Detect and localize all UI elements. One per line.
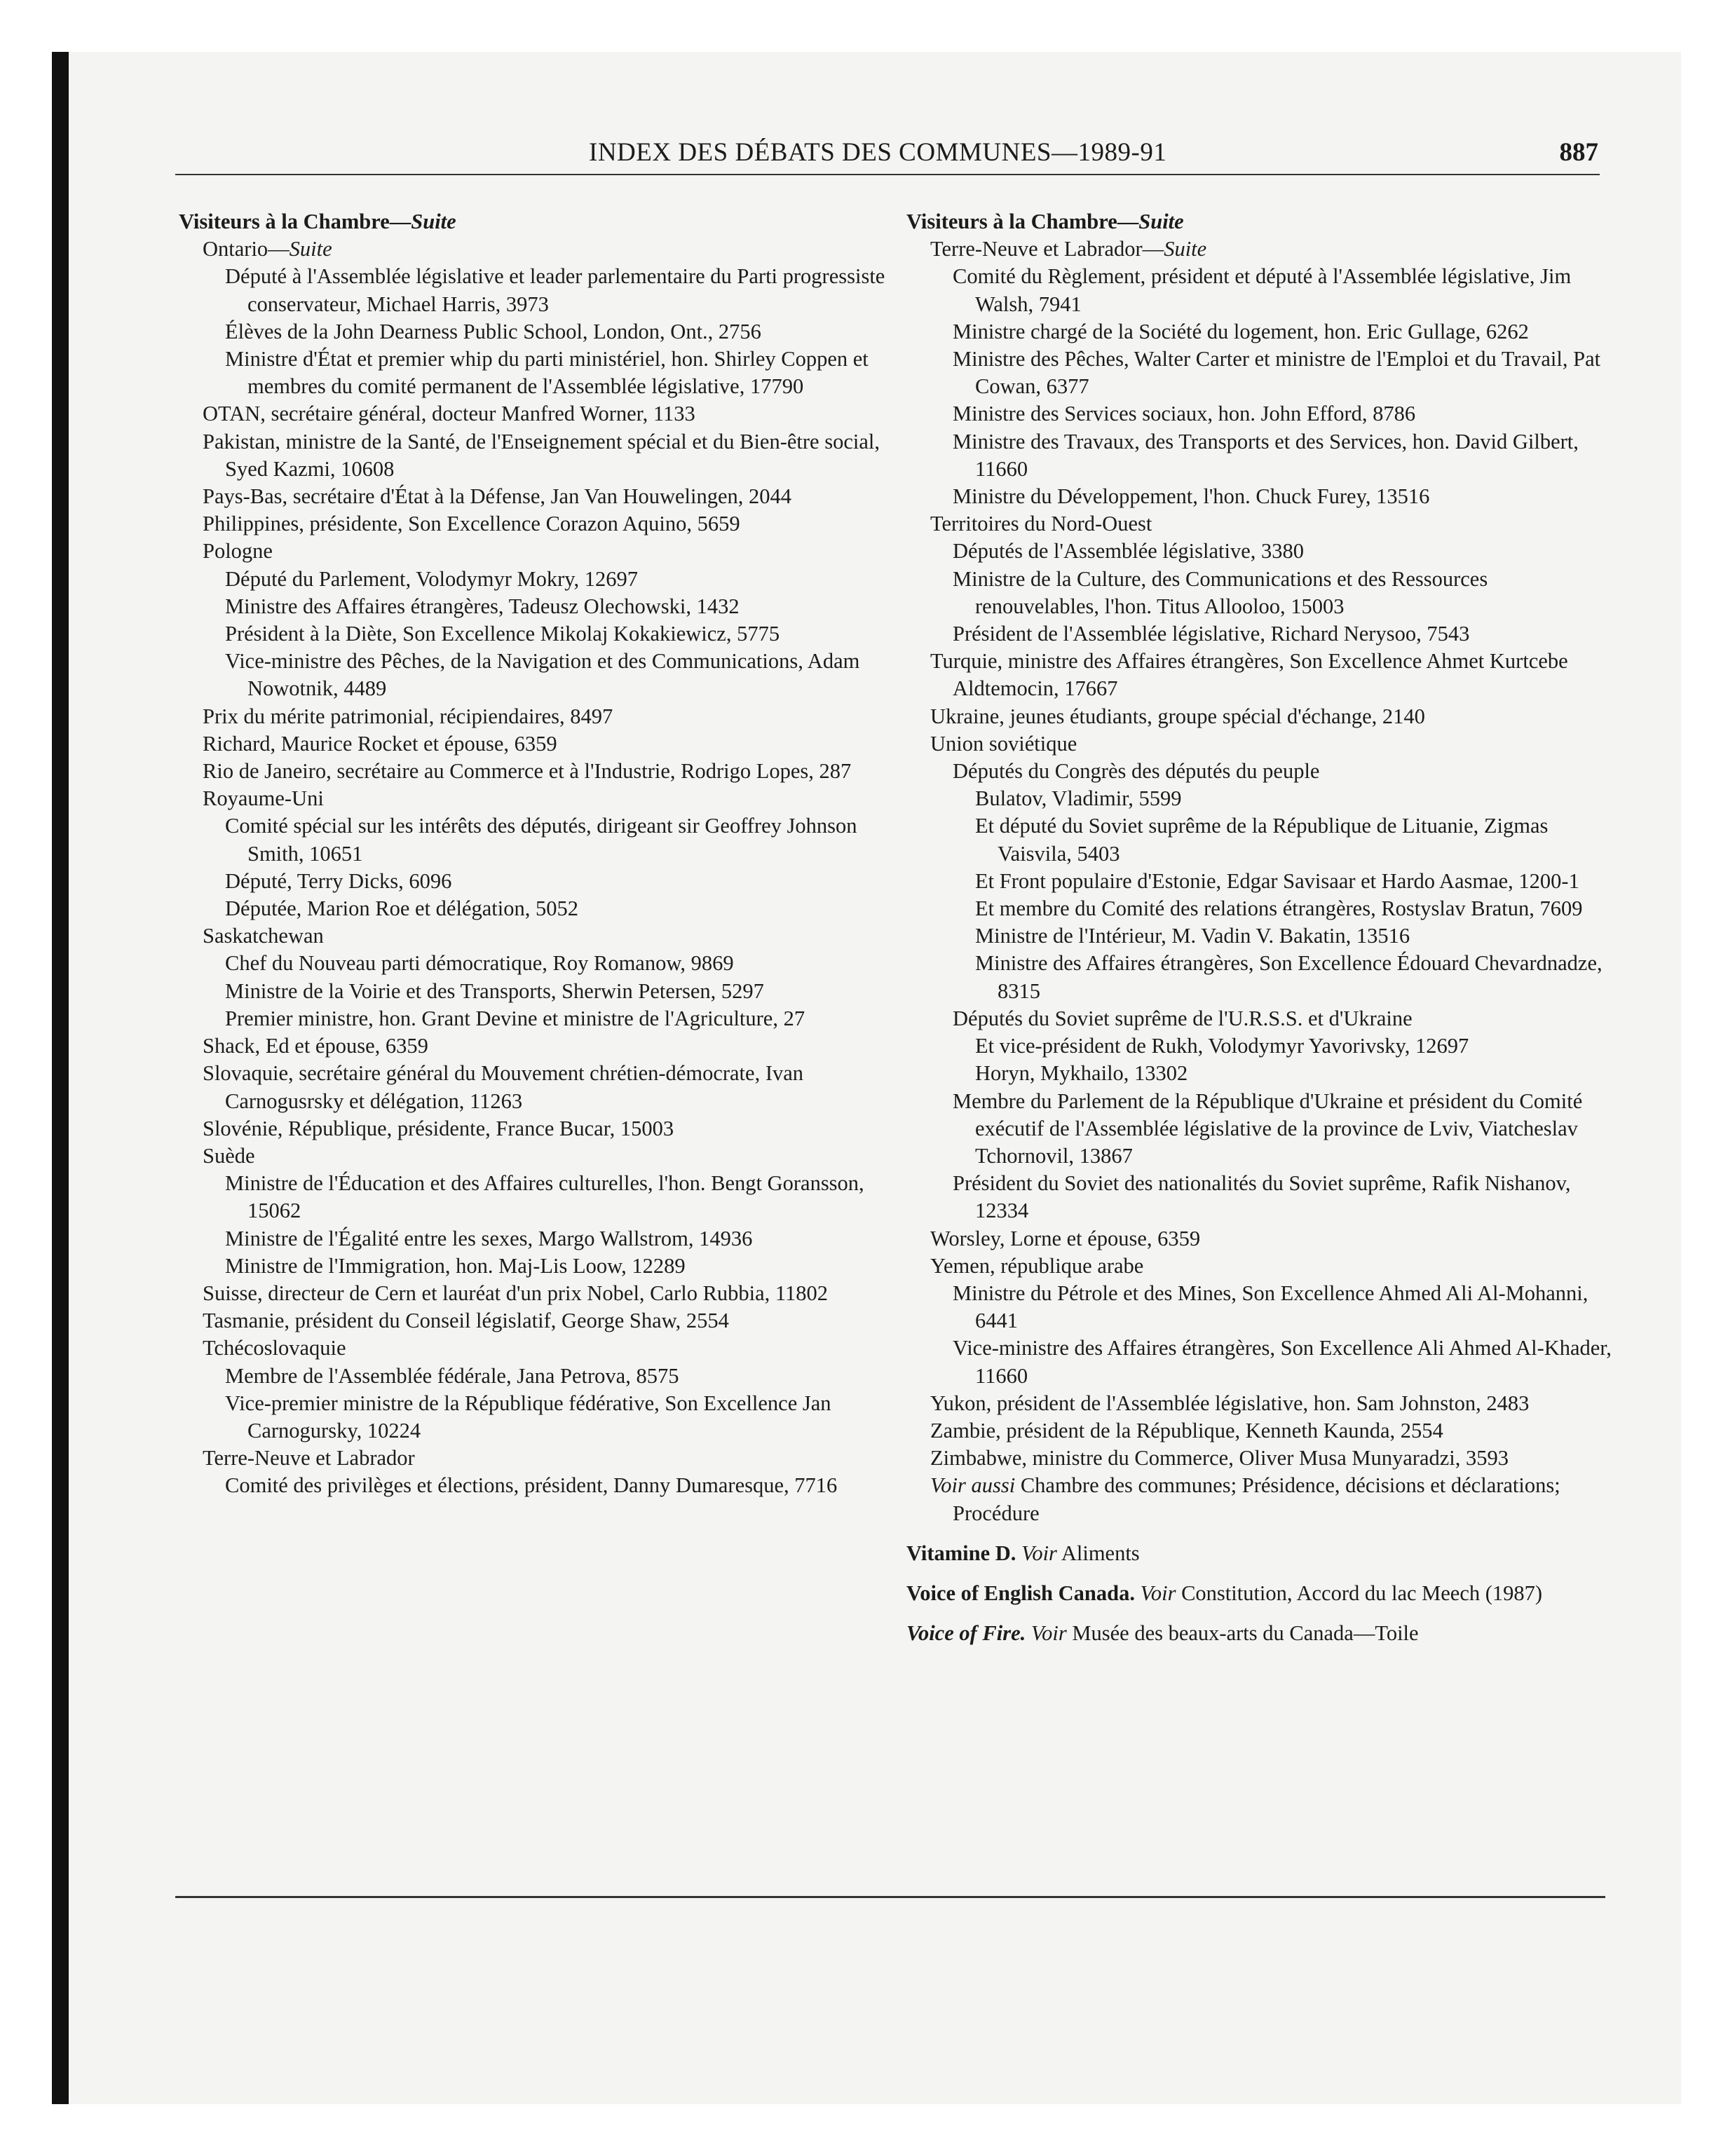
entry-text: Députés de l'Assemblée législative, 3380 [953, 539, 1305, 564]
index-entry [179, 318, 887, 346]
index-entry [179, 428, 887, 483]
index-entry [906, 1445, 1614, 1472]
index-entry [906, 236, 1614, 263]
index-entry [906, 812, 1614, 867]
entry-text: Président de l'Assemblée législative, Richard Nerysoo, 7543 [953, 622, 1470, 646]
right-column [906, 208, 1614, 1647]
index-entry [906, 483, 1614, 510]
index-entry [179, 922, 887, 950]
entry-text: Aliments [1056, 1541, 1140, 1565]
footer-rule [175, 1896, 1605, 1898]
index-entry [906, 1390, 1614, 1417]
entry-text: Membre du Parlement de la République d'Ukraine et président du Comité exécutif de l'Assemblée législative de la province de Lviv, Viatcheslav Tchornovil, 13867 [953, 1089, 1583, 1168]
index-entry [179, 703, 887, 730]
entry-text: Richard, Maurice Rocket et épouse, 6359 [203, 731, 557, 756]
index-entry [179, 950, 887, 977]
entry-text: Rio de Janeiro, secrétaire au Commerce et à l'Industrie, Rodrigo Lopes, 287 [203, 759, 852, 784]
entry-text: Députés du Soviet suprême de l'U.R.S.S. et d'Ukraine [953, 1006, 1413, 1030]
entry-text: OTAN, secrétaire général, docteur Manfred Worner, 1133 [203, 402, 695, 426]
index-entry [179, 510, 887, 538]
index-entry [906, 758, 1614, 785]
entry-text: Ministre de l'Intérieur, M. Vadin V. Bakatin, 13516 [975, 924, 1410, 948]
entry-text: Tchécoslovaquie [203, 1336, 346, 1360]
entry-text: Ministre de l'Éducation et des Affaires culturelles, l'hon. Bengt Goransson, 15062 [225, 1171, 864, 1223]
index-entry [906, 703, 1614, 730]
index-entry [179, 1253, 887, 1280]
entry-text: Et vice-président de Rukh, Volodymyr Yavorivsky, 12697 [975, 1034, 1469, 1058]
entry-text: Ministre de la Voirie et des Transports, Sherwin Petersen, 5297 [225, 978, 764, 1003]
entry-heading-suite: Suite [1138, 210, 1184, 233]
index-entry [906, 208, 1614, 236]
entry-heading: Vitamine D. [906, 1541, 1016, 1565]
page-number: 887 [1559, 138, 1598, 167]
scan-border [52, 52, 69, 2104]
left-column [179, 208, 887, 1500]
entry-text: Bulatov, Vladimir, 5599 [975, 786, 1182, 811]
entry-text: Ukraine, jeunes étudiants, groupe spécial d'échange, 2140 [930, 704, 1425, 728]
index-entry [906, 648, 1614, 702]
entry-text: Ministre des Affaires étrangères, Tadeusz Olechowski, 1432 [225, 594, 740, 618]
index-entry [179, 758, 887, 785]
entry-text: Ministre des Pêches, Walter Carter et ministre de l'Emploi et du Travail, Pat Cowan, 6377 [953, 347, 1601, 399]
entry-text: Ministre chargé de la Société du logement, hon. Eric Gullage, 6262 [953, 319, 1529, 343]
entry-text: Slovaquie, secrétaire général du Mouvement chrétien-démocrate, Ivan Carnogusrsky et délégation, 11263 [203, 1061, 804, 1113]
index-entry [906, 1580, 1614, 1607]
index-entry [906, 346, 1614, 400]
entry-heading-suite: Suite [411, 210, 456, 233]
entry-text: Yemen, république arabe [930, 1253, 1144, 1278]
entry-text: Shack, Ed et épouse, 6359 [203, 1034, 428, 1058]
index-entry [179, 400, 887, 428]
entry-text: Députée, Marion Roe et délégation, 5052 [225, 896, 578, 921]
entry-text: Et membre du Comité des relations étrangères, Rostyslav Bratun, 7609 [975, 896, 1583, 921]
entry-text: Et Front populaire d'Estonie, Edgar Savisaar et Hardo Aasmae, 1200-1 [975, 868, 1579, 893]
index-entry [906, 1417, 1614, 1445]
entry-text: Président à la Diète, Son Excellence Mikolaj Kokakiewicz, 5775 [225, 622, 780, 646]
index-entry [906, 922, 1614, 950]
index-entry [906, 1620, 1614, 1647]
entry-text: Membre de l'Assemblée fédérale, Jana Petrova, 8575 [225, 1363, 679, 1388]
entry-text: Ministre des Services sociaux, hon. John Efford, 8786 [953, 402, 1416, 426]
index-entry [906, 1060, 1614, 1087]
entry-text: Tasmanie, président du Conseil législatif, George Shaw, 2554 [203, 1309, 729, 1333]
entry-text: Ministre des Affaires étrangères, Son Excellence Édouard Chevardnadze, 8315 [975, 951, 1603, 1003]
index-entry [179, 263, 887, 318]
index-entry [906, 1253, 1614, 1280]
index-entry [906, 1335, 1614, 1389]
entry-heading-title: Voice of Fire. [906, 1621, 1026, 1646]
index-entry [179, 566, 887, 593]
entry-text: Premier ministre, hon. Grant Devine et ministre de l'Agriculture, 27 [225, 1006, 805, 1030]
entry-text: Chef du Nouveau parti démocratique, Roy Romanow, 9869 [225, 951, 734, 976]
index-entry [906, 263, 1614, 318]
entry-text: Ontario— [203, 237, 290, 261]
entry-suite: Suite [289, 237, 332, 261]
index-entry [179, 1472, 887, 1499]
index-entry [179, 1445, 887, 1472]
entry-text: Ministre de la Culture, des Communications et des Ressources renouvelables, l'hon. Titus Allooloo, 15003 [953, 566, 1488, 618]
index-entry [906, 785, 1614, 812]
entry-text: Turquie, ministre des Affaires étrangères, Son Excellence Ahmet Kurtcebe Aldtemocin, 17667 [930, 649, 1568, 701]
entry-text: Zimbabwe, ministre du Commerce, Oliver Musa Munyaradzi, 3593 [930, 1446, 1509, 1471]
index-entry [179, 730, 887, 758]
entry-text: Zambie, président de la République, Kenneth Kaunda, 2554 [930, 1418, 1443, 1442]
entry-text: Ministre des Travaux, des Transports et des Services, hon. David Gilbert, 11660 [953, 429, 1579, 481]
index-entry [179, 1115, 887, 1142]
entry-heading: Voice of English Canada. [906, 1581, 1135, 1605]
index-entry [906, 538, 1614, 565]
entry-text: Députés du Congrès des députés du peuple [953, 759, 1320, 784]
index-entry [906, 400, 1614, 428]
index-entry [179, 346, 887, 400]
page-title: INDEX DES DÉBATS DES COMMUNES—1989-91 [589, 138, 1167, 167]
cross-reference-voir: Voir [1030, 1621, 1067, 1646]
index-entry [906, 1170, 1614, 1224]
index-entry [906, 730, 1614, 758]
index-entry [179, 1307, 887, 1335]
entry-text: Constitution, Accord du lac Meech (1987) [1176, 1581, 1543, 1605]
entry-text: Terre-Neuve et Labrador— [930, 237, 1164, 261]
entry-text: Union soviétique [930, 731, 1077, 756]
entry-text: Yukon, président de l'Assemblée législative, hon. Sam Johnston, 2483 [930, 1391, 1530, 1415]
index-entry [906, 510, 1614, 538]
index-entry [906, 1225, 1614, 1253]
index-entry [179, 1225, 887, 1253]
entry-text: Worsley, Lorne et épouse, 6359 [930, 1226, 1201, 1250]
entry-text: Suède [203, 1143, 255, 1168]
index-entry [906, 1280, 1614, 1335]
entry-suite: Suite [1164, 237, 1207, 261]
index-entry [179, 236, 887, 263]
entry-text: Élèves de la John Dearness Public School, London, Ont., 2756 [225, 319, 761, 343]
entry-text: Député du Parlement, Volodymyr Mokry, 12697 [225, 566, 639, 591]
index-entry [906, 428, 1614, 483]
index-entry [179, 895, 887, 922]
index-entry [906, 868, 1614, 895]
index-entry [179, 538, 887, 565]
entry-text: Pakistan, ministre de la Santé, de l'Enseignement spécial et du Bien-être social, Syed Kazmi, 10608 [203, 429, 880, 481]
index-entry [179, 1390, 887, 1445]
entry-text: Vice-ministre des Affaires étrangères, Son Excellence Ali Ahmed Al-Khader, 11660 [953, 1336, 1612, 1388]
entry-text: Ministre du Pétrole et des Mines, Son Excellence Ahmed Ali Al-Mohanni, 6441 [953, 1281, 1588, 1333]
entry-text: Président du Soviet des nationalités du Soviet suprême, Rafik Nishanov, 12334 [953, 1171, 1571, 1223]
entry-text: Comité des privilèges et élections, président, Danny Dumaresque, 7716 [225, 1473, 838, 1498]
index-entry [179, 1142, 887, 1170]
entry-text: Vice-premier ministre de la République fédérative, Son Excellence Jan Carnogursky, 10224 [225, 1391, 831, 1442]
index-entry [906, 1005, 1614, 1032]
index-entry [906, 620, 1614, 648]
entry-text: Député à l'Assemblée législative et leader parlementaire du Parti progressiste conservateur, Michael Harris, 3973 [225, 264, 885, 316]
index-entry [179, 1170, 887, 1224]
index-entry [906, 1540, 1614, 1567]
entry-heading: Visiteurs à la Chambre— [179, 210, 411, 233]
index-entry [179, 1280, 887, 1307]
entry-heading: Visiteurs à la Chambre— [906, 210, 1139, 233]
entry-text: Musée des beaux-arts du Canada—Toile [1066, 1621, 1419, 1646]
entry-text: Saskatchewan [203, 924, 324, 948]
entry-text: Pays-Bas, secrétaire d'État à la Défense, Jan Van Houwelingen, 2044 [203, 484, 792, 509]
entry-text: Territoires du Nord-Ouest [930, 512, 1152, 536]
entry-text: Vice-ministre des Pêches, de la Navigation et des Communications, Adam Nowotnik, 4489 [225, 649, 860, 701]
entry-text: Pologne [203, 539, 273, 564]
index-entry [179, 1335, 887, 1362]
index-entry [179, 483, 887, 510]
entry-text: Ministre d'État et premier whip du parti ministériel, hon. Shirley Coppen et membres du comité permanent de l'Assemblée législative, 17790 [225, 347, 869, 399]
entry-text: Ministre de l'Égalité entre les sexes, Margo Wallstrom, 14936 [225, 1226, 753, 1250]
index-entry [179, 620, 887, 648]
index-entry [179, 1005, 887, 1032]
entry-text: Slovénie, République, présidente, France Bucar, 15003 [203, 1116, 674, 1140]
entry-text: Et député du Soviet suprême de la République de Lituanie, Zigmas Vaisvila, 5403 [975, 814, 1549, 866]
entry-text: Comité spécial sur les intérêts des députés, dirigeant sir Geoffrey Johnson Smith, 10651 [225, 814, 857, 866]
cross-reference-voir: Voir [1140, 1581, 1176, 1605]
page-header [175, 137, 1598, 179]
index-entry [179, 1032, 887, 1060]
cross-reference-voir: Voir [1021, 1541, 1057, 1565]
entry-text: Royaume-Uni [203, 786, 324, 811]
index-entry [179, 208, 887, 236]
header-rule [175, 174, 1600, 175]
index-entry [906, 566, 1614, 620]
index-entry [179, 785, 887, 812]
entry-text: Philippines, présidente, Son Excellence Corazon Aquino, 5659 [203, 512, 740, 536]
index-entry [179, 978, 887, 1005]
entry-text: Chambre des communes; Présidence, décisions et déclarations; Procédure [953, 1473, 1560, 1525]
entry-text: Député, Terry Dicks, 6096 [225, 868, 452, 893]
index-entry [906, 895, 1614, 922]
index-entry [906, 1032, 1614, 1060]
index-entry [179, 1060, 887, 1114]
index-entry [906, 1472, 1614, 1527]
entry-text: Prix du mérite patrimonial, récipiendaires, 8497 [203, 704, 613, 728]
entry-text: Terre-Neuve et Labrador [203, 1446, 415, 1471]
index-entry [906, 950, 1614, 1004]
entry-text: Suisse, directeur de Cern et lauréat d'un prix Nobel, Carlo Rubbia, 11802 [203, 1281, 829, 1305]
entry-text: Ministre de l'Immigration, hon. Maj-Lis Loow, 12289 [225, 1253, 686, 1278]
index-entry [179, 648, 887, 702]
entry-text: Horyn, Mykhailo, 13302 [975, 1061, 1188, 1086]
index-entry [906, 1088, 1614, 1171]
index-entry [179, 1363, 887, 1390]
entry-text: Comité du Règlement, président et député à l'Assemblée législative, Jim Walsh, 7941 [953, 264, 1572, 316]
index-entry [906, 318, 1614, 346]
index-entry [179, 593, 887, 620]
cross-reference-voir-aussi: Voir aussi [930, 1473, 1016, 1498]
entry-text: Ministre du Développement, l'hon. Chuck Furey, 13516 [953, 484, 1430, 509]
index-entry [179, 812, 887, 867]
index-entry [179, 868, 887, 895]
